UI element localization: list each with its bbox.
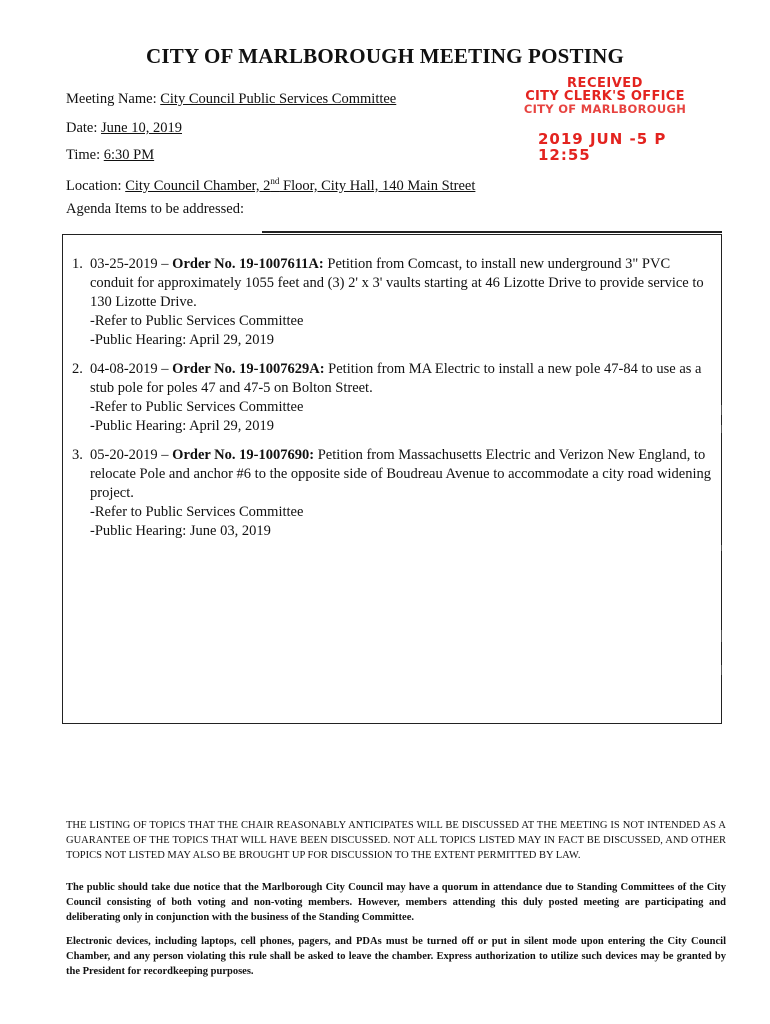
meeting-name-row (66, 90, 396, 108)
item-refer: -Refer to Public Services Committee (90, 504, 304, 520)
item-hearing: -Public Hearing: April 29, 2019 (90, 418, 275, 434)
meeting-location-label: Location: (66, 177, 122, 194)
scan-mark (721, 405, 722, 415)
stamp-clerk-office: CITY CLERK'S OFFICE (525, 89, 685, 104)
scan-mark (721, 545, 722, 551)
received-stamp (520, 77, 690, 163)
meeting-date-row (66, 119, 182, 137)
item-refer: -Refer to Public Services Committee (90, 313, 304, 329)
item-description: Petition from MA Electric to install a new pole 47-84 to use as a stub pole for poles 47 and 47-5 on Bolton Street. (90, 361, 702, 396)
meeting-name-label: Meeting Name: (66, 91, 157, 107)
meeting-time-label: Time: (66, 147, 101, 163)
disclaimer-text: THE LISTING OF TOPICS THAT THE CHAIR REASONABLY ANTICIPATES WILL BE DISCUSSED AT THE MEETING IS NOT INTENDED AS A GUARANTEE OF THE TOPICS THAT WILL HAVE BEEN DISCUSSED. NOT ALL TOPICS LISTED MAY IN FACT BE DISCUSSED, AND OTHER TOPICS NOT LISTED MAY ALSO BE BROUGHT UP FOR DISCUSSION TO THE EXTENT PERMITTED BY LAW. (66, 820, 726, 861)
meeting-time-value: 6:30 PM (103, 147, 155, 163)
location-sup: nd (270, 176, 280, 186)
location-part-a: City Council Chamber, 2 (125, 177, 271, 194)
quorum-notice: The public should take due notice that the Marlborough City Council may have a quorum in attendance due to Standing Committees of the City Council consisting of both voting and non-voting members. However, members attending this duly posted meeting are participating and deliberating only in conjunction with the business of the Standing Committee. (66, 882, 726, 923)
item-date: 04-08-2019 – (90, 361, 173, 377)
location-part-b: Floor, City Hall, 140 Main Street (279, 177, 476, 194)
agenda-intro: Agenda Items to be addressed: (66, 201, 244, 217)
item-order-number: Order No. 19-1007611A: (172, 256, 324, 272)
meeting-date-label: Date: (66, 120, 98, 136)
item-refer: -Refer to Public Services Committee (90, 399, 304, 415)
scan-mark (721, 630, 722, 642)
agenda-item (72, 446, 712, 541)
agenda-item (72, 360, 712, 436)
stamp-city: CITY OF MARLBOROUGH (523, 102, 687, 116)
item-description: Petition from Massachusetts Electric and Verizon New England, to relocate Pole and anchor #6 to the opposite side of Boudreau Avenue to accommodate a city road widening project. (90, 447, 712, 501)
meeting-name-value: City Council Public Services Committee (160, 91, 397, 107)
agenda-top-rule (262, 231, 722, 233)
item-order-number: Order No. 19-1007690: (172, 447, 315, 463)
meeting-location-value (125, 178, 475, 194)
item-date: 03-25-2019 – (90, 256, 173, 272)
stamp-date: 2019 JUN -5 P 12:55 (538, 130, 667, 164)
scan-mark (721, 425, 722, 433)
item-order-number: Order No. 19-1007629A: (172, 361, 325, 377)
page-title: CITY OF MARLBOROUGH MEETING POSTING (146, 44, 624, 68)
electronic-devices-notice: Electronic devices, including laptops, cell phones, pagers, and PDAs must be turned off or put in silent mode upon entering the City Council Chamber, and any person violating this rule shall be asked to leave the chamber. Express authorization to utilize such devices may be granted by the President for recordkeeping purposes. (66, 936, 726, 977)
stamp-received: RECEIVED (567, 76, 643, 91)
scan-mark (721, 665, 722, 675)
meeting-date-value: June 10, 2019 (101, 120, 182, 136)
agenda-item (72, 255, 712, 350)
item-date: 05-20-2019 – (90, 447, 173, 463)
item-number: 1. (72, 256, 83, 272)
item-description: Petition from Comcast, to install new underground 3" PVC conduit for approximately 1055 feet and (3) 2' x 3' vaults starting at 46 Lizotte Drive to provide service to 130 Lizotte Drive. (90, 256, 704, 310)
item-hearing: -Public Hearing: June 03, 2019 (90, 523, 271, 539)
item-number: 2. (72, 361, 83, 377)
item-number: 3. (72, 447, 83, 463)
meeting-time-row (66, 146, 154, 164)
meeting-location-row (66, 172, 475, 195)
item-hearing: -Public Hearing: April 29, 2019 (90, 332, 275, 348)
